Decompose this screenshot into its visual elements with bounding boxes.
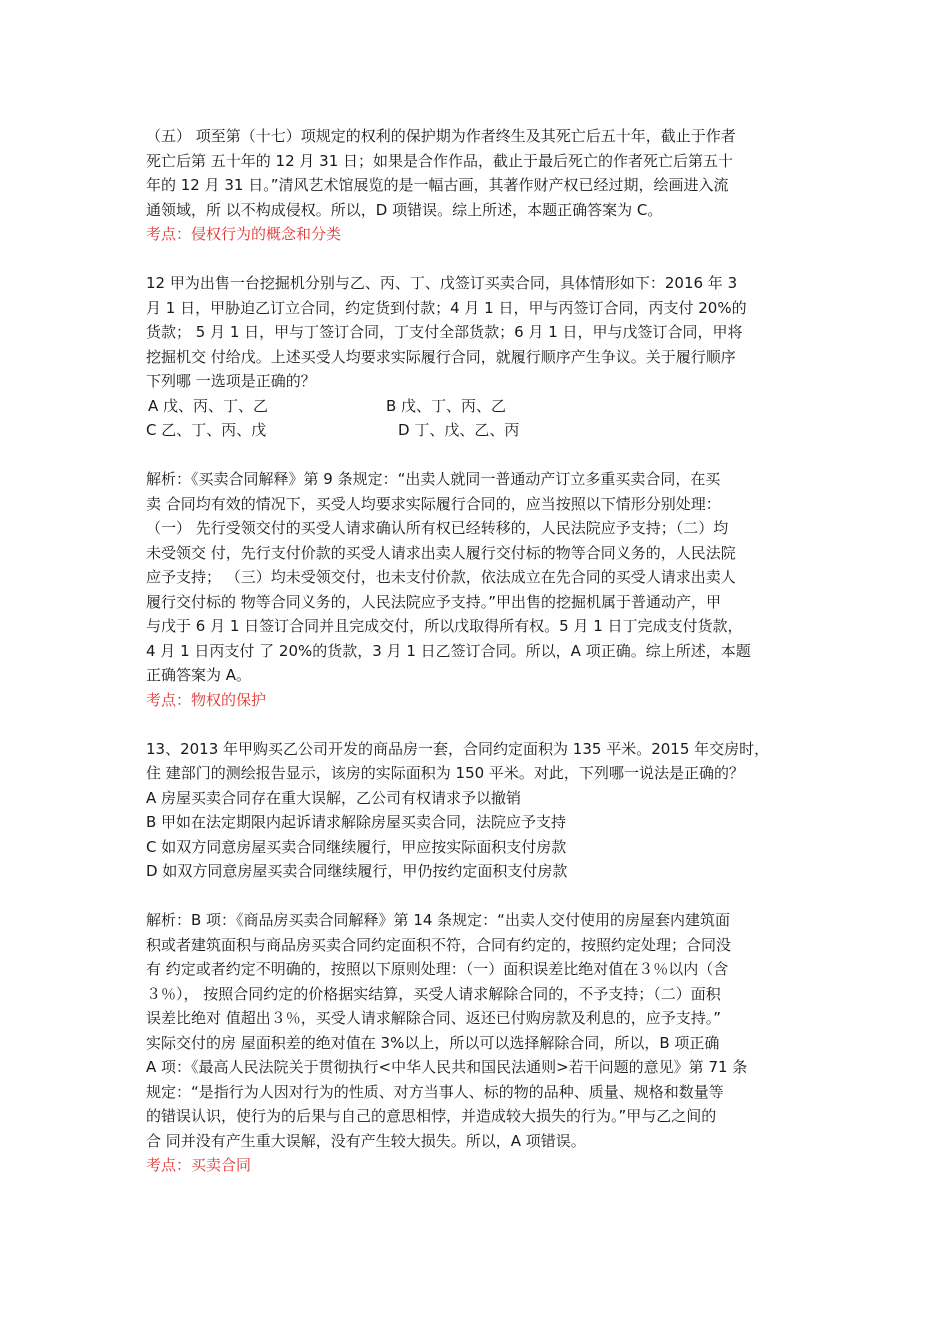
- analysis-line: 4 月 1 日丙支付 了 20%的货款，3 月 1 日乙签订合同。所以，A 项正确。综上所述，本题: [146, 641, 751, 660]
- analysis-line: 未受领交 付，先行支付价款的买受人请求出卖人履行交付标的物等合同义务的，人民法院: [146, 543, 736, 562]
- analysis-line: 应予支持； （三）均未受领交付，也未支付价款，依法成立在先合同的买受人请求出卖人: [146, 568, 736, 586]
- analysis-line: A 项：《最高人民法院关于贯彻执行<中华人民共和国民法通则>若干问题的意见》第 71 条: [146, 1058, 748, 1076]
- analysis-line: 履行交付标的 物等合同义务的，人民法院应予支持。”甲出售的挖掘机属于普通动产，甲: [146, 592, 722, 611]
- question-line: 下列哪 一选项是正确的？: [146, 372, 316, 390]
- option-c: C 如双方同意房屋买卖合同继续履行，甲应按实际面积支付房款: [146, 837, 567, 856]
- question-line: 货款； 5 月 1 日，甲与丁签订合同，丁支付全部货款；6 月 1 日，甲与戊签订合同，甲将: [146, 323, 743, 341]
- question-12: [146, 271, 826, 443]
- spacer: [146, 247, 826, 272]
- analysis-line: 规定：“是指行为人因对行为的性质、对方当事人、标的物的品种、质量、规格和数量等: [146, 1082, 724, 1101]
- option-a: A 房屋买卖合同存在重大误解，乙公司有权请求予以撤销: [146, 788, 522, 807]
- analysis-line: ３％）， 按照合同约定的价格据实结算，买受人请求解除合同的，不予支持；（二）面积: [146, 984, 721, 1003]
- question-line: 12 甲为出售一台挖掘机分别与乙、丙、丁、戊签订买卖合同，具体情形如下：2016 年 3: [146, 274, 738, 292]
- analysis-line: 正确答案为 A。: [146, 666, 252, 684]
- analysis-line: 积或者建筑面积与商品房买卖合同约定面积不符，合同有约定的，按照约定处理；合同没: [146, 935, 732, 954]
- document-page: [146, 124, 826, 1178]
- option-d: D 如双方同意房屋买卖合同继续履行，甲仍按约定面积支付房款: [146, 862, 568, 880]
- spacer: [146, 443, 826, 468]
- text-line: （五） 项至第（十七）项规定的权利的保护期为作者终生及其死亡后五十年，截止于作者: [146, 127, 736, 145]
- analysis-line: 误差比绝对 值超出３％，买受人请求解除合同、返还已付购房款及利息的，应予支持。”: [146, 1009, 722, 1027]
- analysis-line: 有 约定或者约定不明确的，按照以下原则处理：（一）面积误差比绝对值在３％以内（含: [146, 960, 729, 978]
- analysis-line: 解析：B 项：《商品房买卖合同解释》第 14 条规定：“出卖人交付使用的房屋套内建筑面: [146, 911, 730, 929]
- option-a: A 戊、丙、丁、乙: [148, 396, 269, 415]
- spacer: [146, 712, 826, 737]
- text-line: 死亡后第 五十年的 12 月 31 日；如果是合作作品，截止于最后死亡的作者死亡后第五十: [146, 151, 734, 170]
- question-13: [146, 737, 826, 884]
- analysis-12: [146, 467, 826, 688]
- analysis-line: （一） 先行受领交付的买受人请求确认所有权已经转移的，人民法院应予支持；（二）均: [146, 519, 729, 537]
- kaodian-label: 考点：侵权行为的概念和分类: [146, 225, 342, 243]
- spacer: [146, 884, 826, 909]
- analysis-line: 实际交付的房 屋面积差的绝对值在 3%以上，所以可以选择解除合同，所以，B 项正确: [146, 1033, 720, 1052]
- option-b: B 戊、丁、丙、乙: [386, 396, 507, 415]
- kaodian-label: 考点：物权的保护: [146, 690, 267, 709]
- option-b: B 甲如在法定期限内起诉请求解除房屋买卖合同，法院应予支持: [146, 813, 567, 831]
- analysis-line: 卖 合同均有效的情况下，买受人均要求实际履行合同的，应当按照以下情形分别处理：: [146, 494, 721, 513]
- analysis-line: 解析：《买卖合同解释》第 9 条规定：“出卖人就同一普通动产订立多重买卖合同，在买: [146, 470, 721, 488]
- analysis-line: 的错误认识，使行为的后果与自己的意思相悖，并造成较大损失的行为。”甲与乙之间的: [146, 1107, 717, 1125]
- text-line: 年的 12 月 31 日。”清风艺术馆展览的是一幅古画，其著作财产权已经过期，绘画进入流: [146, 176, 729, 194]
- options-row-ab: [146, 394, 826, 419]
- text-line: 通领域，所 以不构成侵权。所以，D 项错误。综上所述，本题正确答案为 C。: [146, 200, 663, 219]
- question-line: 月 1 日，甲胁迫乙订立合同，约定货到付款；4 月 1 日，甲与丙签订合同，丙支付 20%的: [146, 298, 747, 317]
- question-line: 挖掘机交 付给戊。上述买受人均要求实际履行合同，就履行顺序产生争议。关于履行顺序: [146, 347, 736, 366]
- analysis-line: 合 同并没有产生重大误解，没有产生较大损失。所以，A 项错误。: [146, 1131, 586, 1150]
- kaodian-label: 考点：买卖合同: [146, 1156, 252, 1174]
- question-line: 住 建部门的测绘报告显示，该房的实际面积为 150 平米。对此，下列哪一说法是正确的？: [146, 764, 744, 782]
- analysis-13: [146, 908, 826, 1153]
- paragraph-copyright-explanation: [146, 124, 826, 222]
- option-c: C 乙、丁、丙、戊: [146, 421, 267, 439]
- question-line: 13、2013 年甲购买乙公司开发的商品房一套，合同约定面积为 135 平米。2015 年交房时，: [146, 739, 770, 758]
- options-row-cd: [146, 418, 826, 443]
- option-d: D 丁、戊、乙、丙: [398, 421, 520, 439]
- analysis-line: 与戊于 6 月 1 日签订合同并且完成交付，所以戊取得所有权。5 月 1 日丁完成支付货款，: [146, 617, 743, 635]
